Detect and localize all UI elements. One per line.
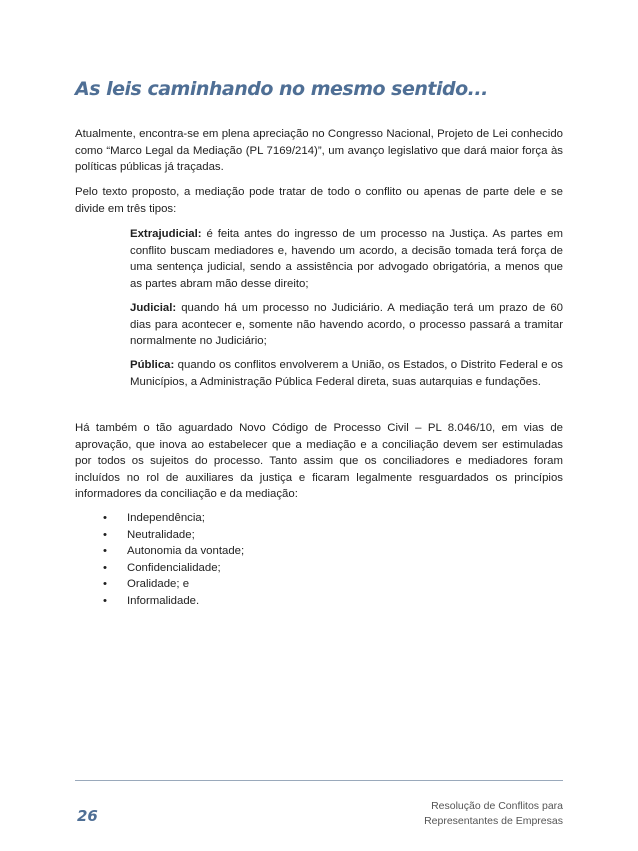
type-term: Pública:	[130, 359, 175, 371]
list-item-text: Oralidade; e	[127, 578, 190, 590]
list-item-text: Informalidade.	[127, 594, 200, 607]
bullet-icon: •	[103, 561, 107, 574]
list-item	[75, 543, 244, 560]
bullet-icon: •	[103, 578, 107, 590]
page-number: 26	[77, 807, 98, 825]
list-item-text: Neutralidade;	[127, 528, 195, 541]
type-description: é feita antes do ingresso de um processo na Justiça. As partes em conflito buscam mediadores e, havendo um acordo, a decisão tomada terá força de uma sentença judicial, sendo a assistência por advogado obrigatória, a menos que as partes abram mão desse direito;	[130, 228, 563, 290]
type-extrajudicial	[130, 226, 563, 292]
list-item	[75, 527, 244, 544]
page-heading: As leis caminhando no mesmo sentido...	[75, 78, 488, 100]
footer-line-1: Resolução de Conflitos para	[431, 800, 563, 812]
type-judicial	[130, 300, 563, 350]
footer-divider	[75, 780, 563, 781]
footer-line-2: Representantes de Empresas	[424, 815, 563, 827]
list-item	[75, 593, 244, 610]
list-item-text: Confidencialidade;	[127, 561, 221, 574]
type-term: Extrajudicial:	[130, 228, 202, 240]
type-term: Judicial:	[130, 302, 177, 314]
type-description: quando há um processo no Judiciário. A mediação terá um prazo de 60 dias para acontecer e, somente não havendo acordo, o processo passará a tramitar normalmente no Judiciário;	[130, 302, 563, 347]
paragraph-cpc: Há também o tão aguardado Novo Código de Processo Civil – PL 8.046/10, em vias de aprovação, que inova ao estabelecer que a mediação e a conciliação devem ser estimuladas por todos os sujeitos do processo. Tanto assim que os conciliadores e mediadores foram incluídos no rol de auxiliares da justiça e ficaram legalmente resguardados os princípios informadores da conciliação e da mediação:	[75, 422, 563, 500]
list-item-text: Independência;	[127, 512, 205, 524]
list-item	[75, 576, 244, 593]
footer-publication-title	[424, 799, 563, 829]
type-description: quando os conflitos envolverem a União, os Estados, o Distrito Federal e os Municípios, a Administração Pública Federal direta, suas autarquias e fundações.	[130, 359, 563, 388]
bullet-icon: •	[103, 594, 107, 607]
paragraph-intro: Atualmente, encontra-se em plena apreciação no Congresso Nacional, Projeto de Lei conhecido como “Marco Legal da Mediação (PL 7169/214)”, um avanço legislativo que dará maior força às políticas públicas já traçadas.	[75, 128, 563, 173]
bullet-icon: •	[103, 545, 107, 557]
type-publica	[130, 357, 563, 390]
principles-list	[75, 510, 244, 609]
list-item	[75, 510, 244, 527]
bullet-icon: •	[103, 528, 107, 541]
list-item-text: Autonomia da vontade;	[127, 545, 245, 557]
bullet-icon: •	[103, 512, 107, 524]
list-item	[75, 560, 244, 577]
paragraph-types-intro: Pelo texto proposto, a mediação pode tratar de todo o conflito ou apenas de parte dele e se divide em três tipos:	[75, 186, 563, 215]
